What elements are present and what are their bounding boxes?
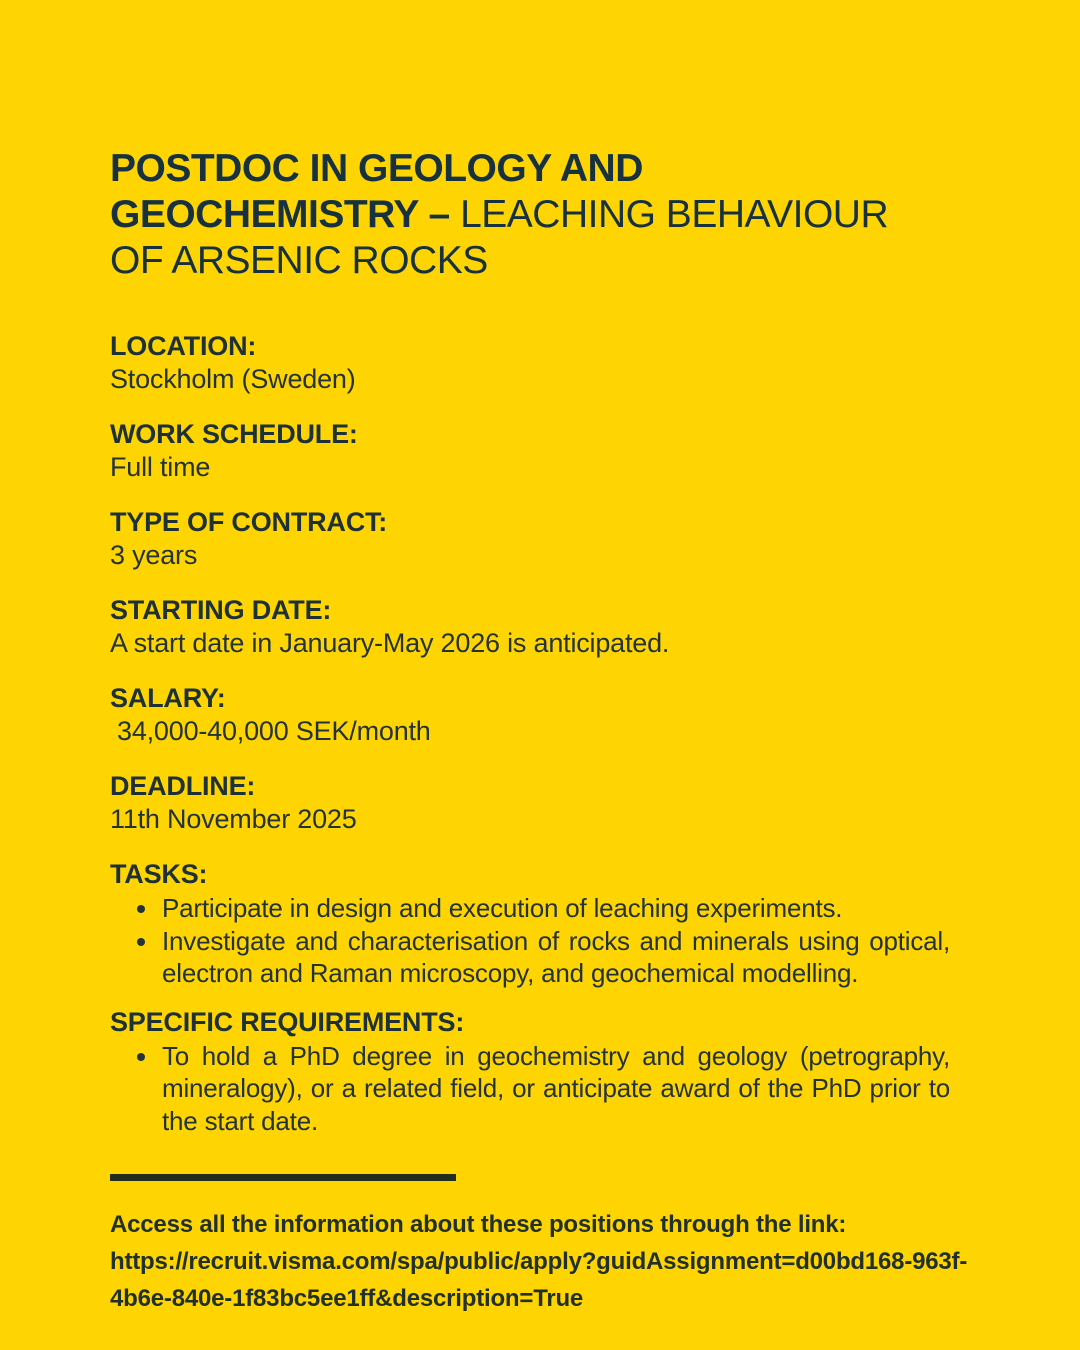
- info-section-contract-type: [110, 506, 950, 572]
- section-value: A start date in January-May 2026 is anticipated.: [110, 628, 670, 658]
- section-label: TYPE OF CONTRACT:: [110, 507, 388, 537]
- section-label: SPECIFIC REQUIREMENTS:: [110, 1006, 465, 1037]
- page-title: [110, 146, 950, 284]
- info-section-salary: [110, 682, 950, 748]
- section-label: DEADLINE:: [110, 771, 256, 801]
- section-label: LOCATION:: [110, 331, 257, 361]
- divider: [110, 1174, 456, 1181]
- list-item: • Participate in design and execution of leaching experiments.: [160, 892, 950, 925]
- section-value: 3 years: [110, 540, 198, 570]
- info-section-deadline: [110, 770, 950, 836]
- section-label: WORK SCHEDULE:: [110, 419, 358, 449]
- title-separator: –: [418, 193, 461, 236]
- info-section-work-schedule: [110, 418, 950, 484]
- poster-content: [110, 146, 968, 1317]
- requirements-section: [110, 1006, 950, 1138]
- info-section-location: [110, 330, 950, 396]
- section-value: Stockholm (Sweden): [110, 364, 356, 394]
- tasks-section: [110, 858, 950, 990]
- list-item: • To hold a PhD degree in geochemistry and geology (petrography, mineralogy), or a related field, or anticipate award of the PhD prior to the start date.: [160, 1040, 950, 1138]
- section-value: 11th November 2025: [110, 804, 357, 834]
- application-url: https://recruit.visma.com/spa/public/apply?guidAssignment=d00bd168-963f-4b6e-840e-1f83bc5ee1ff&description=True: [110, 1248, 968, 1312]
- title-light-segment: LEACHING BEHAVIOUR OF ARSENIC ROCKS: [110, 193, 889, 282]
- tasks-list: [110, 892, 950, 990]
- requirements-list: [110, 1040, 950, 1138]
- title-bold-segment: POSTDOC IN GEOLOGY AND GEOCHEMISTRY: [110, 147, 643, 236]
- section-label: SALARY:: [110, 683, 226, 713]
- section-value: Full time: [110, 452, 211, 482]
- list-item: • Investigate and characterisation of rocks and minerals using optical, electron and Raman microscopy, and geochemical modelling.: [160, 925, 950, 990]
- footer-note: Access all the information about these positions through the link:: [110, 1211, 847, 1238]
- section-label: STARTING DATE:: [110, 595, 332, 625]
- section-label: TASKS:: [110, 859, 208, 889]
- info-section-starting-date: [110, 594, 950, 660]
- footer: [110, 1206, 968, 1317]
- section-value: 34,000-40,000 SEK/month: [117, 716, 431, 746]
